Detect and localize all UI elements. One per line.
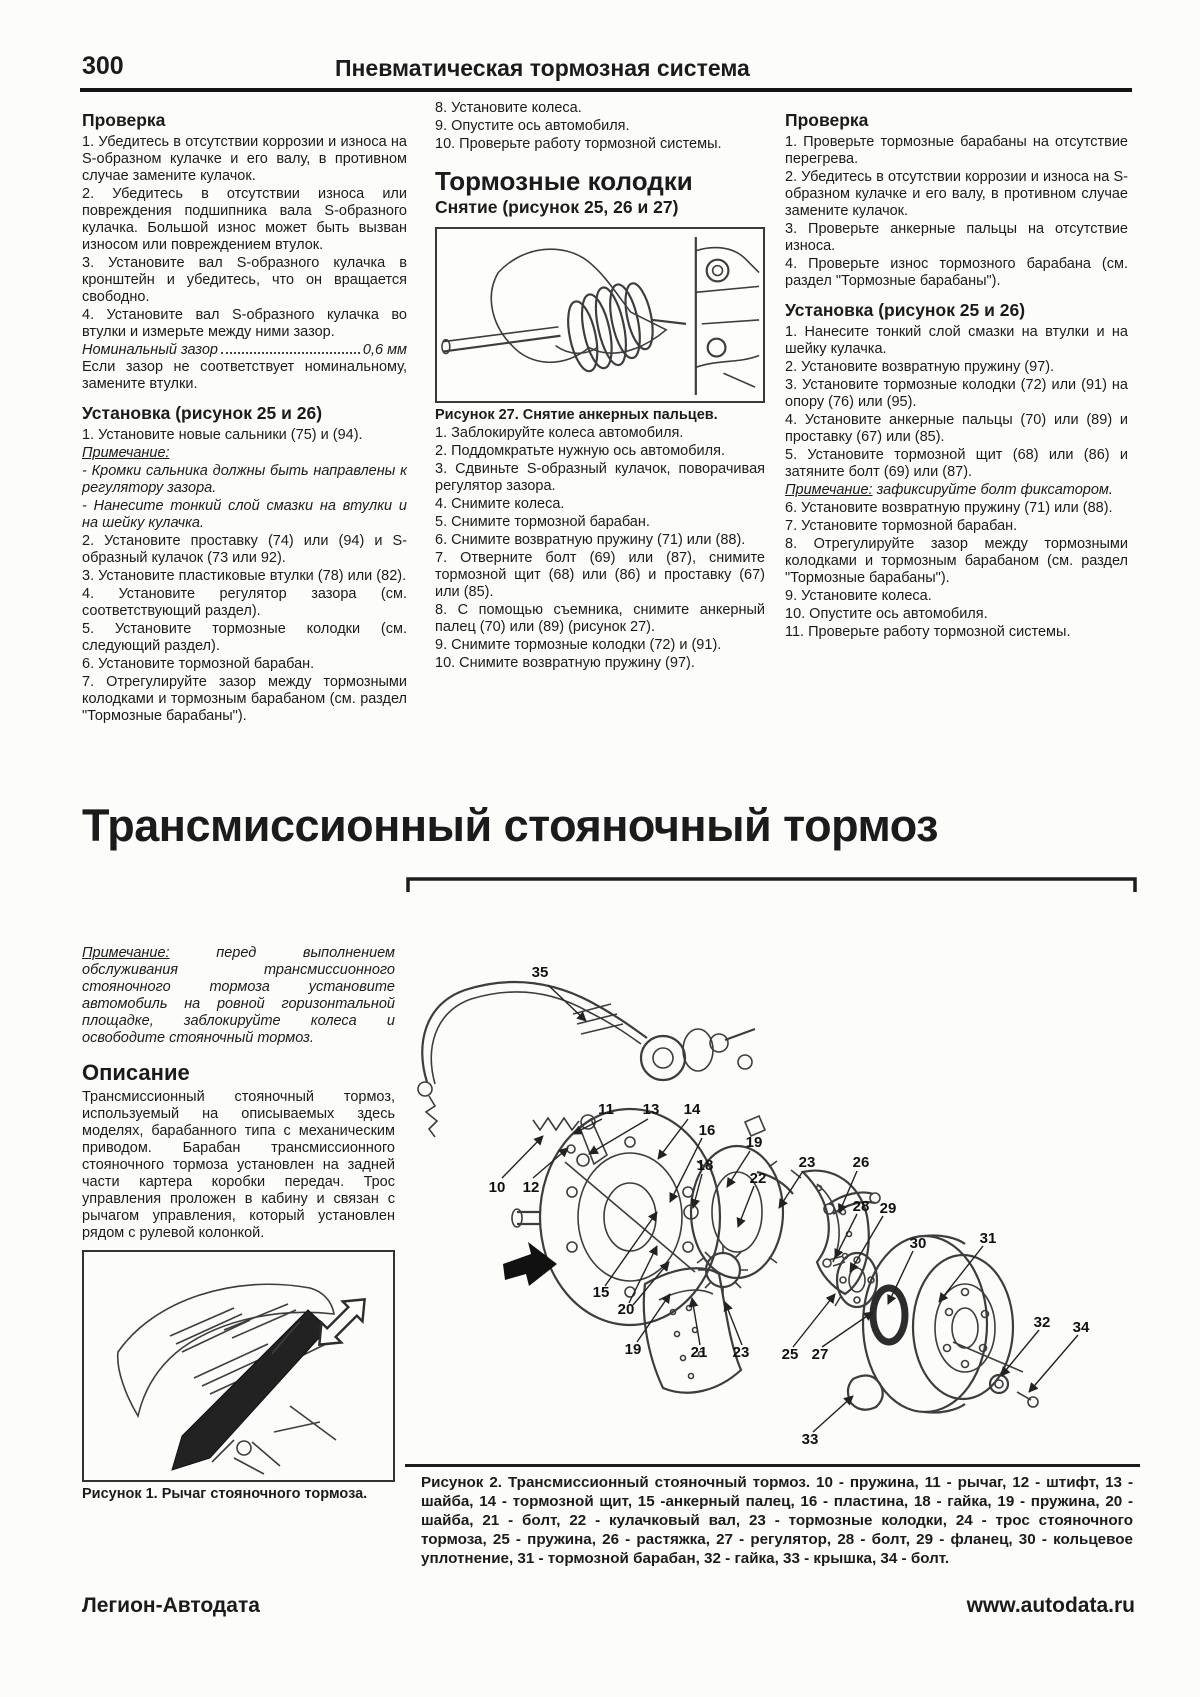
note-item: - Нанесите тонкий слой смазки на втулки и на шейку кулачка. xyxy=(82,498,407,531)
spec-label: Номинальный зазор xyxy=(82,342,218,358)
header-rule xyxy=(80,88,1132,92)
page-footer xyxy=(82,1594,1135,1618)
list-item: 1. Нанесите тонкий слой смазки на втулки и на шейку кулачка. xyxy=(785,324,1128,357)
list-item: 6. Установите тормозной барабан. xyxy=(82,656,315,672)
list-item: 3. Сдвиньте S-образный кулачок, поворачивая регулятор зазора. xyxy=(435,461,765,494)
column-left xyxy=(82,100,407,726)
fig2-shoe-right xyxy=(791,1170,869,1306)
fig2-callout-23: 23 xyxy=(732,1344,750,1361)
list-item: 3. Установите тормозные колодки (72) или (91) на опору (76) или (95). xyxy=(785,377,1128,410)
removal-heading: Снятие (рисунок 25, 26 и 27) xyxy=(435,197,679,217)
note-label: Примечание: xyxy=(82,445,170,461)
fig2-callout-28: 28 xyxy=(852,1198,870,1215)
list-item: 1. Проверьте тормозные барабаны на отсутствие перегрева. xyxy=(785,134,1128,167)
spec-leader-dots xyxy=(221,352,360,354)
fig2-top-bracket xyxy=(408,879,1135,892)
footer-website: www.autodata.ru xyxy=(966,1594,1135,1617)
page-number: 300 xyxy=(82,52,124,80)
fig2-direction-arrow xyxy=(503,1242,557,1286)
list-item: 5. Снимите тормозной барабан. xyxy=(435,514,650,530)
column-middle xyxy=(435,100,765,673)
shoes-heading: Тормозные колодки xyxy=(435,166,693,196)
figure27-drawing xyxy=(437,229,763,401)
list-item: 3. Установите пластиковые втулки (78) или (82). xyxy=(82,568,407,584)
fig2-seal-ring xyxy=(873,1288,905,1342)
fig2-callout-30: 30 xyxy=(909,1235,927,1252)
list-item: 7. Установите тормозной барабан. xyxy=(785,518,1018,534)
list-item: 4. Установите регулятор зазора (см. соответствующий раздел). xyxy=(82,586,407,619)
fig2-callout-27: 27 xyxy=(811,1346,829,1363)
list-item: 7. Отверните болт (69) или (87), снимите тормозной щит (68) или (86) и проставку (67) или (85). xyxy=(435,550,765,600)
figure1-drawing xyxy=(84,1252,390,1478)
figure1-caption: Рисунок 1. Рычаг стояночного тормоза. xyxy=(82,1486,368,1502)
fig2-backing-plate xyxy=(512,1109,720,1325)
note-text: перед выполнением обслуживания трансмиссионного стояночного тормоза установите автомобиль на ровной горизонтальной площадке, заблокируйте колеса и освободите стояночный тормоз. xyxy=(82,945,395,1046)
fig2-callout-26: 26 xyxy=(852,1154,870,1171)
bottom-left-column xyxy=(82,945,395,1503)
list-item: 4. Проверьте износ тормозного барабана (см. раздел "Тормозные барабаны"). xyxy=(785,256,1128,289)
fig2-lever-cluster xyxy=(641,1029,755,1080)
fig2-drum xyxy=(863,1235,1023,1412)
list-item: 2. Установите проставку (74) или (94) и S-образный кулачок (73 или 92). xyxy=(82,533,407,566)
list-item: 5. Установите тормозной щит (68) или (86) и затяните болт (69) или (87). xyxy=(785,447,1128,480)
fig2-callout-14: 14 xyxy=(683,1101,701,1118)
list-item: 9. Установите колеса. xyxy=(785,588,932,604)
fig2-callout-11: 11 xyxy=(598,1101,614,1118)
figure2-canvas xyxy=(405,872,1140,1460)
list-item: 3. Проверьте анкерные пальцы на отсутствие износа. xyxy=(785,221,1128,254)
figure27-caption: Рисунок 27. Снятие анкерных пальцев. xyxy=(435,407,718,423)
fig27-rod xyxy=(443,336,561,352)
note-label: Примечание: xyxy=(785,482,873,498)
column-right xyxy=(785,100,1128,642)
note-row xyxy=(785,482,1128,499)
check-heading: Проверка xyxy=(785,110,869,130)
list-item: 11. Проверьте работу тормозной системы. xyxy=(785,624,1071,640)
note-label: Примечание: xyxy=(82,945,170,961)
install-heading: Установка (рисунок 25 и 26) xyxy=(82,403,323,423)
fig2-callout-19: 19 xyxy=(624,1341,642,1358)
fig2-callout-21: 21 xyxy=(690,1344,708,1361)
fig27-coil xyxy=(561,279,660,374)
list-item: 8. С помощью съемника, снимите анкерный палец (70) или (89) (рисунок 27). xyxy=(435,602,765,635)
description-heading: Описание xyxy=(82,1060,190,1085)
fig2-callout-25: 25 xyxy=(781,1346,799,1363)
fig2-callout-33: 33 xyxy=(801,1431,819,1448)
figure1 xyxy=(82,1250,395,1482)
fig2-callout-16: 16 xyxy=(698,1122,716,1139)
check-heading: Проверка xyxy=(82,110,166,130)
list-item: 2. Поддомкратьте нужную ось автомобиля. xyxy=(435,443,725,459)
section-title: Трансмиссионный стояночный тормоз xyxy=(82,800,938,851)
fig2-callout-13: 13 xyxy=(642,1101,660,1118)
list-item: 9. Снимите тормозные колодки (72) и (91). xyxy=(435,637,722,653)
footer-publisher: Легион-Автодата xyxy=(82,1594,260,1617)
fig2-callout-22: 22 xyxy=(749,1170,767,1187)
list-item: 2. Убедитесь в отсутствии износа или повреждения подшипника вала S-образного кулачка. Большой износ может быть вызван износом или повреждением втулок. xyxy=(82,186,407,253)
list-item: 2. Установите возвратную пружину (97). xyxy=(785,359,1055,375)
list-item: 1. Заблокируйте колеса автомобиля. xyxy=(435,425,684,441)
list-item: 3. Установите вал S-образного кулачка в кронштейн и убедитесь, что он вращается свободно. xyxy=(82,255,407,305)
spec-row xyxy=(82,342,407,359)
note-item: - Кромки сальника должны быть направлены к регулятору зазора. xyxy=(82,463,407,496)
list-item: 7. Отрегулируйте зазор между тормозными колодками и тормозным барабаном (см. раздел "Тормозные барабаны"). xyxy=(82,674,407,724)
fig2-callout-32: 32 xyxy=(1033,1314,1051,1331)
fig2-strut-flange xyxy=(823,1192,880,1307)
fig2-callout-12: 12 xyxy=(522,1179,540,1196)
fig2-callout-10: 10 xyxy=(488,1179,506,1196)
description-text: Трансмиссионный стояночный тормоз, используемый на описываемых здесь моделях, барабанного типа с механическим приводом. Барабан трансмиссионного стояночного тормоза установлен на задней части картера коробки передач. Трос управления проложен в кабину и связан с рычагом управления, который установлен рядом с рулевой колонкой. xyxy=(82,1089,395,1241)
list-item: 5. Установите тормозные колодки (см. следующий раздел). xyxy=(82,621,407,654)
figure27 xyxy=(435,227,765,403)
fig2-callout-15: 15 xyxy=(592,1284,610,1301)
list-item: 6. Установите возвратную пружину (71) или (88). xyxy=(785,500,1113,516)
figure2-caption: Рисунок 2. Трансмиссионный стояночный тормоз. 10 - пружина, 11 - рычаг, 12 - штифт, 13 - шайба, 14 - тормозной щит, 15 -анкерный палец, 16 - пластина, 18 - гайка, 19 - пружина, 20 - шайба, 21 - болт, 22 - кулачковый вал, 23 - тормозные колодки, 24 - трос стояночного тормоза, 25 - пружина, 26 - растяжка, 27 - регулятор, 28 - болт, 29 - фланец, 30 - кольцевое уплотнение, 31 - тормозной барабан, 32 - гайка, 33 - крышка, 34 - болт. xyxy=(421,1474,1133,1567)
list-item: 4. Снимите колеса. xyxy=(435,496,565,512)
spec-value: 0,6 мм xyxy=(362,342,407,358)
fig2-callout-19: 19 xyxy=(745,1134,763,1151)
list-item: 1. Установите новые сальники (75) и (94). xyxy=(82,427,363,443)
fig2-callout-35: 35 xyxy=(531,964,549,981)
list-item: 8. Установите колеса. xyxy=(435,100,582,116)
fig2-callout-23: 23 xyxy=(798,1154,816,1171)
list-item: 6. Снимите возвратную пружину (71) или (88). xyxy=(435,532,746,548)
fig2-callout-20: 20 xyxy=(617,1301,635,1318)
install-heading: Установка (рисунок 25 и 26) xyxy=(785,300,1026,320)
fig2-callout-29: 29 xyxy=(879,1200,897,1217)
fig27-bracket xyxy=(696,237,759,395)
fig2-leader-lines xyxy=(502,985,1078,1432)
fig2-callout-18: 18 xyxy=(696,1157,714,1174)
list-item: 4. Установите вал S-образного кулачка во втулки и измерьте между ними зазор. xyxy=(82,307,407,340)
list-item: 1. Убедитесь в отсутствии коррозии и износа на S-образном кулачке и его валу, в противном случае замените кулачок. xyxy=(82,134,407,184)
list-item: 4. Установите анкерные пальцы (70) или (89) и проставку (67) или (85). xyxy=(785,412,1128,445)
figure2-caption-rule xyxy=(405,1464,1140,1467)
list-item: 10. Опустите ось автомобиля. xyxy=(785,606,988,622)
fig2-callout-34: 34 xyxy=(1072,1319,1090,1336)
note-text: зафиксируйте болт фиксатором. xyxy=(876,482,1113,498)
page-title: Пневматическая тормозная система xyxy=(335,55,750,81)
note-row xyxy=(82,945,395,1047)
fig2-callout-31: 31 xyxy=(979,1230,997,1247)
figure2 xyxy=(405,872,1140,1568)
list-item: 9. Опустите ось автомобиля. xyxy=(435,118,630,134)
list-item: 2. Убедитесь в отсутствии коррозии и износа на S-образном кулачке и его валу, в противном случае замените кулачок. xyxy=(785,169,1128,219)
list-item: Если зазор не соответствует номинальному, замените втулки. xyxy=(82,359,407,392)
list-item: 10. Проверьте работу тормозной системы. xyxy=(435,136,722,152)
list-item: 10. Снимите возвратную пружину (97). xyxy=(435,655,695,671)
list-item: 8. Отрегулируйте зазор между тормозными колодками и тормозным барабаном (см. раздел "Тормозные барабаны"). xyxy=(785,536,1128,586)
